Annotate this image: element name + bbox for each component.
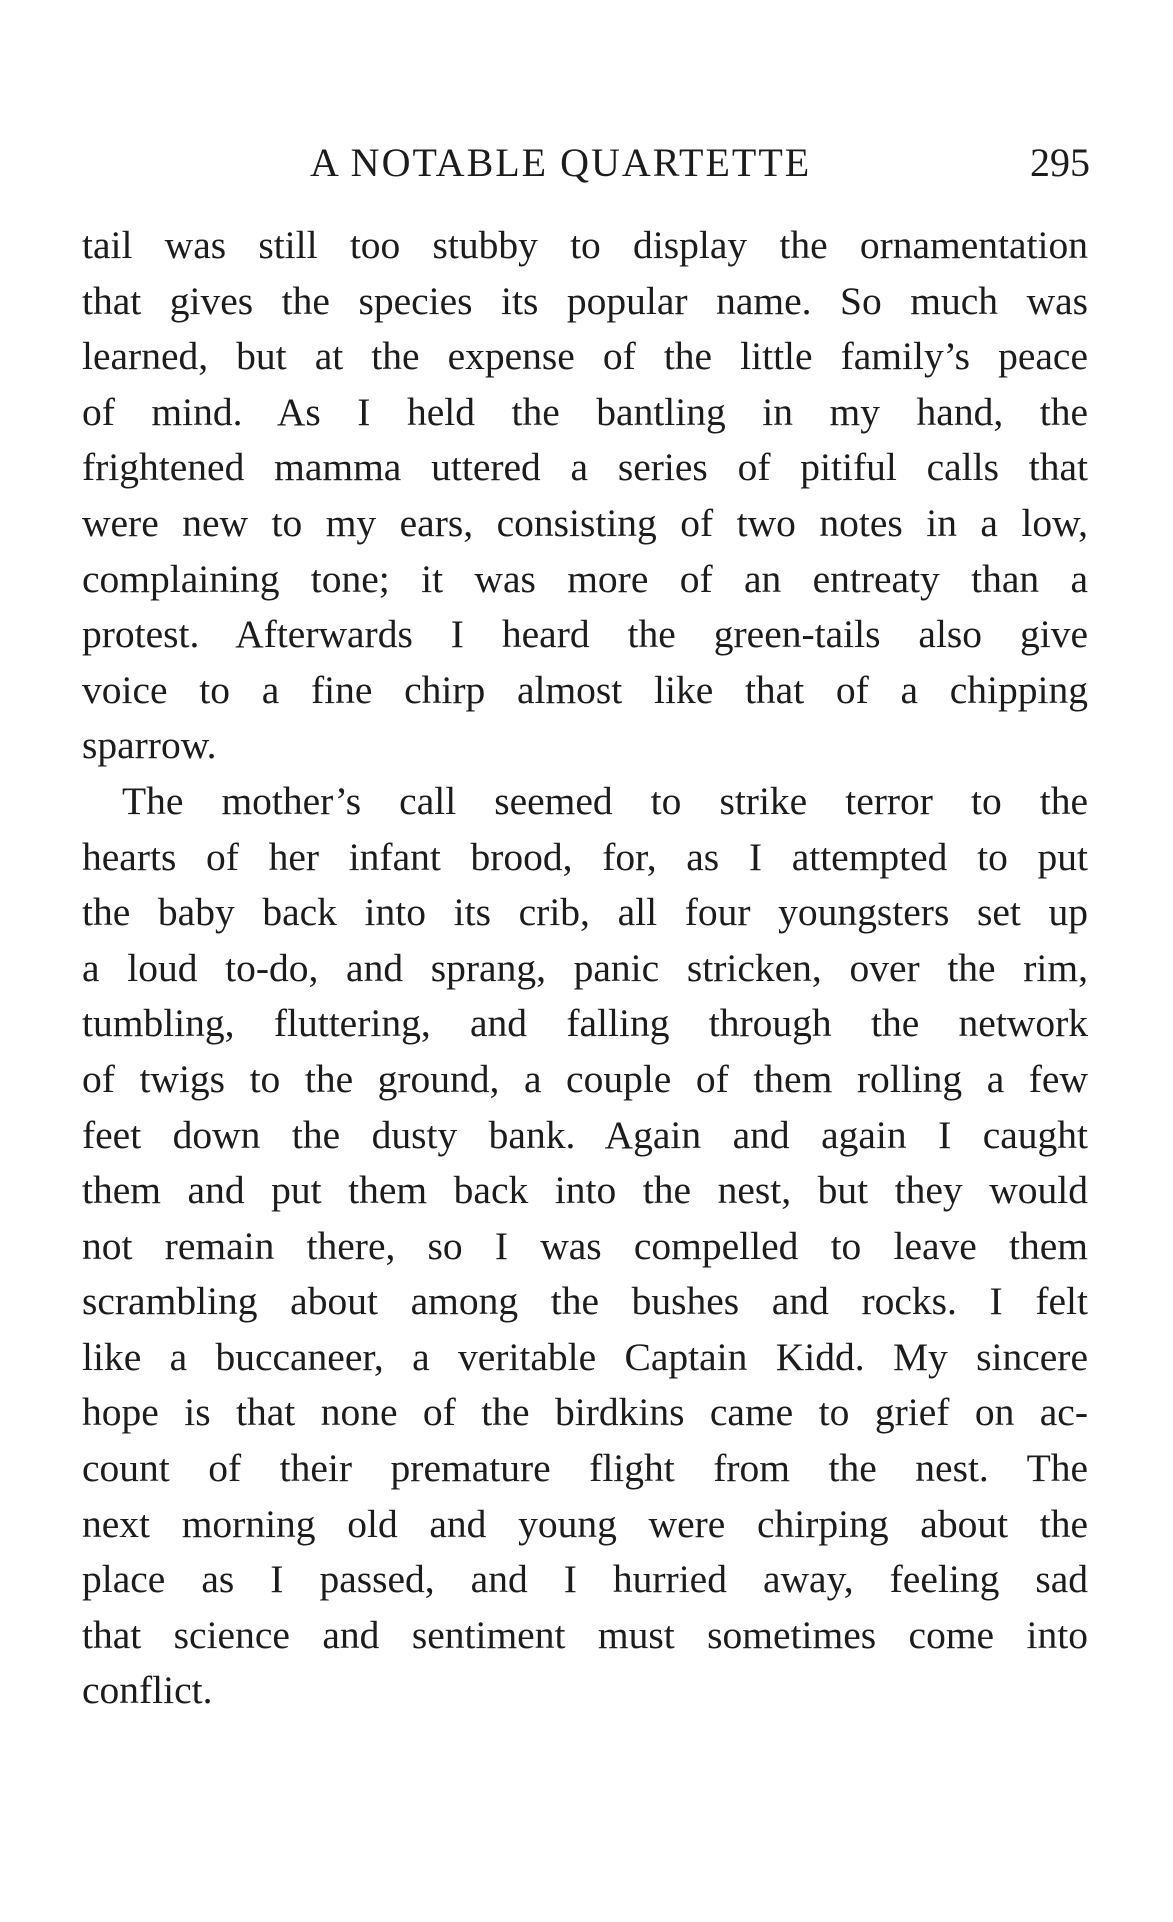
text-line: that science and sentiment must sometimes come into xyxy=(82,1612,1088,1657)
text-line: tumbling, fluttering, and falling through the network xyxy=(82,1001,1088,1046)
text-line: scrambling about among the bushes and rocks. I felt xyxy=(82,1279,1088,1324)
text-line: not remain there, so I was compelled to leave them xyxy=(82,1223,1088,1268)
text-line: tail was still too stubby to display the ornamentation xyxy=(82,223,1088,267)
text-line: of mind. As I held the bantling in my hand, the xyxy=(82,389,1088,434)
text-line: count of their premature flight from the nest. The xyxy=(82,1446,1088,1491)
text-line: were new to my ears, consisting of two notes in a low, xyxy=(82,500,1088,545)
body-text xyxy=(82,218,1088,1719)
text-line: complaining tone; it was more of an entreaty than a xyxy=(82,556,1088,601)
text-line: place as I passed, and I hurried away, feeling sad xyxy=(82,1557,1088,1602)
page-number: 295 xyxy=(1030,140,1090,185)
running-head xyxy=(80,136,1090,190)
text-line: hearts of her infant brood, for, as I attempted to put xyxy=(82,834,1088,879)
text-line: the baby back into its crib, all four youngsters set up xyxy=(82,890,1088,935)
text-line: sparrow. xyxy=(82,723,217,768)
text-line: like a buccaneer, a veritable Captain Kidd. My sincere xyxy=(82,1334,1088,1379)
paragraph-2 xyxy=(82,774,1088,1719)
text-line: hope is that none of the birdkins came to grief on ac- xyxy=(82,1390,1088,1435)
text-line: protest. Afterwards I heard the green-tails also give xyxy=(82,612,1088,657)
text-line: that gives the species its popular name. So much was xyxy=(82,278,1088,323)
text-line: feet down the dusty bank. Again and again I caught xyxy=(82,1112,1088,1157)
text-line: frightened mamma uttered a series of pitiful calls that xyxy=(82,445,1088,490)
paragraph-1 xyxy=(82,218,1088,774)
text-line: conflict. xyxy=(82,1668,213,1713)
running-title: A NOTABLE QUARTETTE xyxy=(310,140,812,185)
text-line: voice to a fine chirp almost like that of a chipping xyxy=(82,667,1088,712)
text-line: a loud to-do, and sprang, panic stricken, over the rim, xyxy=(82,945,1088,990)
text-line: next morning old and young were chirping about the xyxy=(82,1501,1088,1546)
text-line: The mother’s call seemed to strike terror to the xyxy=(122,778,1088,823)
text-line: learned, but at the expense of the little family’s peace xyxy=(82,334,1088,379)
text-line: them and put them back into the nest, but they would xyxy=(82,1168,1088,1213)
text-line: of twigs to the ground, a couple of them rolling a few xyxy=(82,1056,1088,1101)
